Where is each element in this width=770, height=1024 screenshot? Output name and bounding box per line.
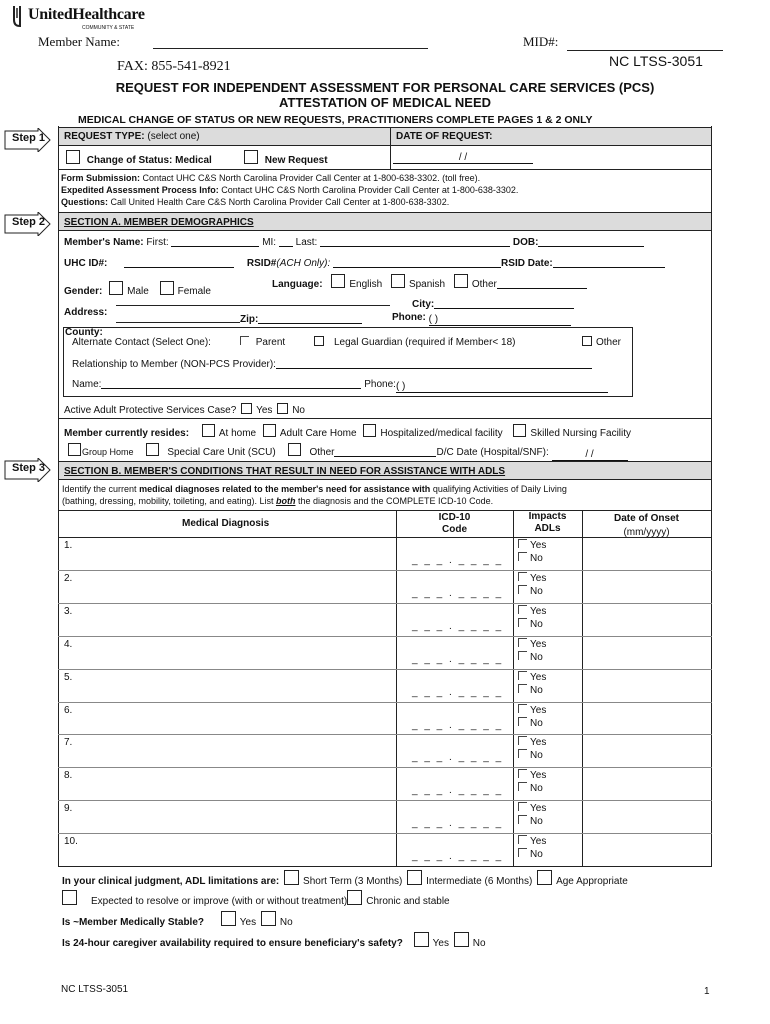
- adl-no-checkbox[interactable]: [518, 815, 527, 824]
- logo: [12, 4, 152, 34]
- step2-label: Step 2: [12, 216, 46, 228]
- chronic-checkbox[interactable]: [347, 890, 362, 905]
- icd10-field[interactable]: _ _ _ . _ _ _ _: [412, 621, 504, 632]
- mid-label: MID#:: [523, 34, 559, 49]
- address-line-top[interactable]: [116, 305, 390, 306]
- city-field[interactable]: [434, 297, 574, 309]
- form-title-line1: REQUEST FOR INDEPENDENT ASSESSMENT FOR PERSONAL CARE SERVICES (PCS): [115, 80, 655, 95]
- uhc-id-row: UHC ID#: RSID#(ACH Only): RSID Date:: [64, 256, 704, 269]
- date-onset-field[interactable]: [584, 638, 709, 667]
- form-border-right: [711, 126, 712, 866]
- adl-choice: Yes No: [518, 802, 546, 828]
- icd10-field[interactable]: _ _ _ . _ _ _ _: [412, 588, 504, 599]
- member-name-label: Member Name:: [38, 34, 120, 49]
- relationship-row: Relationship to Member (NON-PCS Provider):: [72, 357, 592, 370]
- member-name-line[interactable]: [153, 48, 428, 49]
- adl-no-checkbox[interactable]: [518, 717, 527, 726]
- snf-checkbox[interactable]: [513, 424, 526, 437]
- parent-checkbox[interactable]: [240, 336, 249, 345]
- row-divider: [58, 570, 712, 571]
- at-home-checkbox[interactable]: [202, 424, 215, 437]
- icd10-field[interactable]: _ _ _ . _ _ _ _: [412, 785, 504, 796]
- col-date-onset: Date of Onset (mm/yyyy): [613, 513, 679, 538]
- diagnosis-number: 3.: [64, 606, 73, 617]
- alt-phone-field[interactable]: ( ): [396, 381, 608, 393]
- icd10-field[interactable]: _ _ _ . _ _ _ _: [412, 720, 504, 731]
- row-divider: [58, 636, 712, 637]
- diagnosis-number: 5.: [64, 672, 73, 683]
- adl-yes-checkbox[interactable]: [518, 572, 527, 581]
- adl-yes-checkbox[interactable]: [518, 769, 527, 778]
- date-onset-field[interactable]: [584, 835, 709, 864]
- address-row: Address:: [64, 307, 108, 318]
- group-home-checkbox[interactable]: [68, 443, 81, 456]
- diagnosis-number: 1.: [64, 540, 73, 551]
- member-name-row: Member's Name: First: MI: Last: DOB:: [64, 235, 704, 248]
- diagnosis-number: 8.: [64, 770, 73, 781]
- adl-no-checkbox[interactable]: [518, 782, 527, 791]
- adl-no-checkbox[interactable]: [518, 848, 527, 857]
- medically-stable-row: Is ~Member Medically Stable? Yes No: [62, 911, 293, 928]
- icd10-field[interactable]: _ _ _ . _ _ _ _: [412, 851, 504, 862]
- diagnosis-field[interactable]: [80, 802, 392, 831]
- limitations-row: In your clinical judgment, ADL limitations are: Short Term (3 Months) Intermediate (6 Months) Age Appropriate: [62, 870, 628, 887]
- step3-label: Step 3: [12, 462, 46, 474]
- adl-yes-checkbox[interactable]: [518, 638, 527, 647]
- row-divider: [58, 734, 712, 735]
- icd10-field[interactable]: _ _ _ . _ _ _ _: [412, 654, 504, 665]
- res-other-checkbox[interactable]: [288, 443, 301, 456]
- adl-yes-checkbox[interactable]: [518, 539, 527, 548]
- date-onset-field[interactable]: [584, 769, 709, 798]
- page-number: 1: [704, 986, 710, 997]
- rsid-date-field[interactable]: [553, 256, 665, 268]
- date-onset-field[interactable]: [584, 572, 709, 601]
- caregiver-row: Is 24-hour caregiver availability required to ensure beneficiary's safety? Yes No: [62, 932, 486, 949]
- section-b-intro: Identify the current medical diagnoses related to the member's need for assistance with qualifying Activities of Daily Living (bathing, dressing, mobility, toileting, and eating). List both the diagnosis and the COMPLETE ICD-10 Code.: [62, 484, 567, 506]
- date-onset-field[interactable]: [584, 605, 709, 634]
- alt-contact-row: Alternate Contact (Select One): Parent Legal Guardian (required if Member< 18): [72, 337, 516, 348]
- diagnosis-number: 7.: [64, 737, 73, 748]
- last-name-field[interactable]: [320, 235, 510, 247]
- icd10-field[interactable]: _ _ _ . _ _ _ _: [412, 752, 504, 763]
- caregiver-yes-checkbox[interactable]: [414, 932, 429, 947]
- questions-line: Questions: Call United Health Care C&S North Carolina Provider Call Center at 1-800-638-3302.: [61, 197, 450, 207]
- male-checkbox[interactable]: [109, 281, 123, 295]
- adl-yes-checkbox[interactable]: [518, 835, 527, 844]
- diagnosis-number: 10.: [64, 836, 78, 847]
- icd10-field[interactable]: _ _ _ . _ _ _ _: [412, 687, 504, 698]
- section-b-title: SECTION B. MEMBER'S CONDITIONS THAT RESULT IN NEED FOR ASSISTANCE WITH ADLS: [64, 466, 506, 477]
- adl-yes-checkbox[interactable]: [518, 802, 527, 811]
- intermediate-checkbox[interactable]: [407, 870, 422, 885]
- stable-no-checkbox[interactable]: [261, 911, 276, 926]
- new-request-checkbox[interactable]: [244, 150, 258, 164]
- adult-care-checkbox[interactable]: [263, 424, 276, 437]
- form-title: [0, 80, 770, 110]
- female-checkbox[interactable]: [160, 281, 174, 295]
- adl-choice: Yes No: [518, 736, 546, 762]
- adl-choice: Yes No: [518, 769, 546, 795]
- adl-choice: Yes No: [518, 835, 546, 861]
- adl-no-checkbox[interactable]: [518, 684, 527, 693]
- adl-choice: Yes No: [518, 638, 546, 664]
- mid-line[interactable]: [567, 50, 723, 51]
- adl-no-checkbox[interactable]: [518, 618, 527, 627]
- col-medical-diagnosis: Medical Diagnosis: [182, 518, 270, 529]
- stable-yes-checkbox[interactable]: [221, 911, 236, 926]
- adl-yes-checkbox[interactable]: [518, 671, 527, 680]
- row-divider: [58, 702, 712, 703]
- resides-row: Member currently resides: At home Adult Care Home Hospitalized/medical facility Skilled Nursing Facility: [64, 424, 631, 439]
- form-border-left: [58, 126, 59, 866]
- adl-yes-checkbox[interactable]: [518, 704, 527, 713]
- icd10-field[interactable]: _ _ _ . _ _ _ _: [412, 818, 504, 829]
- adl-choice: Yes No: [518, 572, 546, 598]
- zip-field[interactable]: [258, 312, 362, 324]
- icd10-field[interactable]: _ _ _ . _ _ _ _: [412, 555, 504, 566]
- city-label: City:: [412, 297, 574, 310]
- form-info: [61, 172, 518, 208]
- diagnosis-number: 9.: [64, 803, 73, 814]
- relationship-field[interactable]: [276, 357, 592, 369]
- aps-row: Active Adult Protective Services Case? Yes No: [64, 405, 305, 416]
- col-impacts-adls: Impacts ADLs: [528, 511, 567, 534]
- expedited-line: Expedited Assessment Process Info: Contact UHC C&S North Carolina Provider Call Center at 1-800-638-3302.: [61, 185, 519, 195]
- adl-choice: Yes No: [518, 605, 546, 631]
- res-other-field[interactable]: [334, 445, 436, 457]
- diagnosis-number: 6.: [64, 705, 73, 716]
- aps-yes-checkbox[interactable]: [241, 403, 252, 414]
- new-request-option[interactable]: [244, 150, 328, 166]
- language-row: Language: English Spanish Other: [272, 274, 587, 290]
- step1-label: Step 1: [12, 132, 46, 144]
- diagnosis-field[interactable]: [80, 835, 392, 864]
- fax-number: FAX: 855-541-8921: [117, 59, 231, 74]
- county-label: County:: [65, 327, 103, 338]
- adl-choice: Yes No: [518, 704, 546, 730]
- other-language-field[interactable]: [497, 277, 587, 289]
- english-checkbox[interactable]: [331, 274, 345, 288]
- diagnosis-field[interactable]: [80, 539, 392, 568]
- logo-subtext: COMMUNITY & STATE: [82, 25, 135, 31]
- diagnosis-field[interactable]: [80, 769, 392, 798]
- date-onset-field[interactable]: [584, 736, 709, 765]
- diagnosis-number: 2.: [64, 573, 73, 584]
- date-of-request-label: DATE OF REQUEST:: [396, 131, 493, 142]
- row-divider: [58, 767, 712, 768]
- diagnosis-number: 4.: [64, 639, 73, 650]
- dob-field[interactable]: [538, 235, 644, 247]
- logo-text: UnitedHealthcare: [28, 6, 145, 23]
- diagnosis-field[interactable]: [80, 572, 392, 601]
- short-term-checkbox[interactable]: [284, 870, 299, 885]
- row-divider: [58, 669, 712, 670]
- col-icd10: ICD-10 Code: [438, 512, 471, 535]
- date-onset-field[interactable]: [584, 802, 709, 831]
- adl-yes-checkbox[interactable]: [518, 736, 527, 745]
- row-divider: [58, 603, 712, 604]
- expected-resolve-checkbox[interactable]: [62, 890, 77, 905]
- address-field[interactable]: [116, 322, 240, 323]
- date-onset-field[interactable]: [584, 704, 709, 733]
- form-code: NC LTSS-3051: [609, 53, 703, 69]
- section-a-title: SECTION A. MEMBER DEMOGRAPHICS: [64, 217, 254, 228]
- caregiver-no-checkbox[interactable]: [454, 932, 469, 947]
- alt-name-field[interactable]: [101, 377, 361, 389]
- date-onset-field[interactable]: [584, 671, 709, 700]
- adl-no-checkbox[interactable]: [518, 749, 527, 758]
- alt-other-option: Other: [582, 336, 621, 348]
- other-language-checkbox[interactable]: [454, 274, 468, 288]
- uhc-id-field[interactable]: [124, 256, 234, 268]
- date-of-request-field[interactable]: / /: [393, 152, 533, 164]
- adl-no-checkbox[interactable]: [518, 552, 527, 561]
- adl-yes-checkbox[interactable]: [518, 605, 527, 614]
- first-name-field[interactable]: [171, 235, 259, 247]
- footer-form-code: NC LTSS-3051: [61, 984, 129, 995]
- diagnosis-field[interactable]: [80, 638, 392, 667]
- change-of-status-option[interactable]: [66, 150, 212, 166]
- phone-field[interactable]: ( ): [429, 314, 571, 326]
- row-divider: [58, 833, 712, 834]
- scu-checkbox[interactable]: [146, 443, 159, 456]
- step2-marker: [4, 212, 50, 234]
- age-appropriate-checkbox[interactable]: [537, 870, 552, 885]
- step1-marker: [4, 128, 50, 150]
- phone-label: Phone: ( ): [392, 312, 571, 326]
- alt-name-row: Name: Phone:( ): [72, 377, 608, 393]
- gender-row: Gender: Male Female: [64, 281, 211, 297]
- mi-field[interactable]: [279, 235, 293, 247]
- logo-mark-icon: [12, 4, 26, 28]
- hospitalized-checkbox[interactable]: [363, 424, 376, 437]
- step3-marker: [4, 458, 50, 480]
- aps-no-checkbox[interactable]: [277, 403, 288, 414]
- form-submission-line: Form Submission: Contact UHC C&S North Carolina Provider Call Center at 1-800-638-3302. (toll free).: [61, 173, 481, 183]
- form-title-line2: ATTESTATION OF MEDICAL NEED: [278, 95, 492, 110]
- change-of-status-label: Change of Status: Medical: [86, 155, 212, 166]
- row-divider: [58, 800, 712, 801]
- adl-no-checkbox[interactable]: [518, 585, 527, 594]
- rsid-field[interactable]: [333, 256, 501, 268]
- date-onset-field[interactable]: [584, 539, 709, 568]
- alt-other-checkbox[interactable]: [582, 336, 592, 346]
- adl-no-checkbox[interactable]: [518, 651, 527, 660]
- request-type-label: REQUEST TYPE: (select one): [64, 131, 200, 142]
- spanish-checkbox[interactable]: [391, 274, 405, 288]
- guardian-checkbox[interactable]: [314, 336, 324, 346]
- limitations-row-2: Expected to resolve or improve (with or without treatment) Chronic and stable: [62, 890, 450, 907]
- change-of-status-checkbox[interactable]: [66, 150, 80, 164]
- form-subtitle: MEDICAL CHANGE OF STATUS OR NEW REQUESTS, PRACTITIONERS COMPLETE PAGES 1 & 2 ONLY: [78, 114, 593, 126]
- adl-choice: Yes No: [518, 671, 546, 697]
- zip-label: Zip:: [240, 312, 362, 325]
- diagnosis-field[interactable]: [80, 671, 392, 700]
- new-request-label: New Request: [264, 155, 328, 166]
- dc-date-field[interactable]: / /: [552, 449, 628, 461]
- adl-choice: Yes No: [518, 539, 546, 565]
- diagnosis-field[interactable]: [80, 605, 392, 634]
- diagnosis-field[interactable]: [80, 736, 392, 765]
- diagnosis-field[interactable]: [80, 704, 392, 733]
- resides-row-2: Group Home Special Care Unit (SCU) Other D/C Date (Hospital/SNF): / /: [68, 443, 628, 461]
